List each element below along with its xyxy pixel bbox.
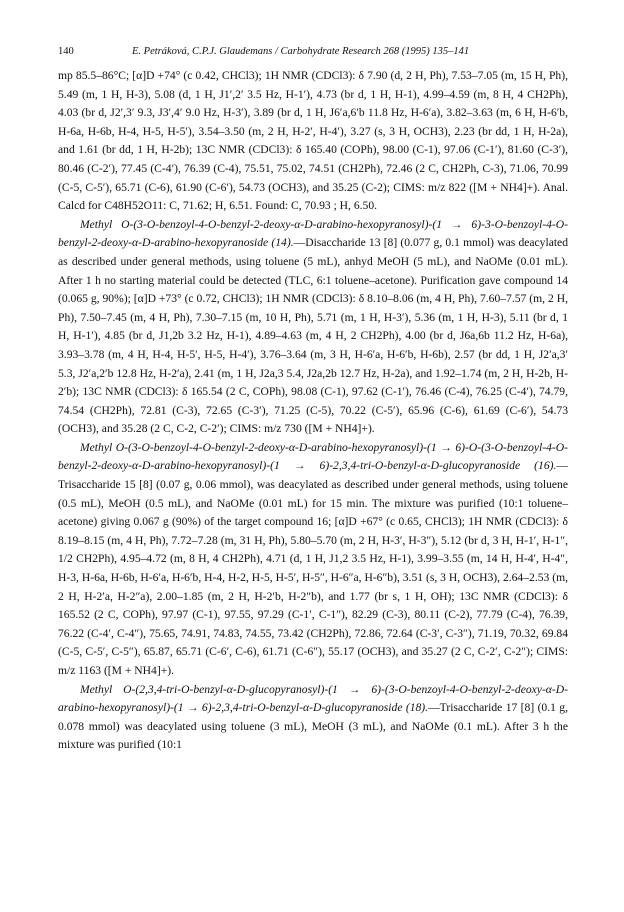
paragraph-compound-18 xyxy=(58,681,568,755)
paragraph-compound-16 xyxy=(58,439,568,681)
paragraph-compound-14 xyxy=(58,216,568,439)
compound-title: Methyl O-(3-O-benzoyl-4-O-benzyl-2-deoxy-α-D-arabino-hexopyranosyl)-(1 → 6)-3-O-benzoyl-4-O-benzyl-2-deoxy-α-D-arabino-hexopyranoside (14). xyxy=(58,217,568,250)
compound-title: Methyl O-(2,3,4-tri-O-benzyl-α-D-glucopyranosyl)-(1 → 6)-(3-O-benzoyl-4-O-benzyl-2-deoxy-α-D-arabino-hexopyranosyl)-(1 → 6)-2,3,4-tri-O-benzyl-α-D-glucopyranoside (18). xyxy=(58,682,568,715)
paragraph-body: —Trisaccharide 15 [8] (0.07 g, 0.06 mmol), was deacylated as described under general methods, using toluene (0.5 mL), MeOH (0.5 mL), and NaOMe (0.01 mL) for 15 min. The mixture was purified (10:1 toluene–acetone) giving 0.067 g (90%) of the target compound 16; [α]D +67° (c 0.65, CHCl3); 1H NMR (CDCl3): δ 8.19–8.15 (m, 4 H, Ph), 7.72–7.28 (m, 31 H, Ph), 5.80–5.70 (m, 2 H, H-3′, H-3″), 5.12 (br d, 3 H, H-1′, H-1″, 1/2 CH2Ph), 4.95–4.72 (m, 8 H, 4 CH2Ph), 4.71 (d, 1 H, J1,2 3.5 Hz, H-1), 3.99–3.55 (m, 14 H, H-4′, H-4″, H-3, H-6a, H-6b, H-6′a, H-6′b, H-4, H-2, H-5, H-5′, H-5″, H-6″a, H-6″b), 3.51 (s, 3 H, OCH3), 2.64–2.53 (m, 2 H, H-2′a, H-2″a), 2.00–1.85 (m, 2 H, H-2′b, H-2″b), and 1.77 (br s, 1 H, OH); 13C NMR (CDCl3): δ 165.52 (2 C, COPh), 97.97 (C-1), 97.55, 97.29 (C-1′, C-1″), 82.29 (C-3), 80.11 (C-2), 77.79 (C-4), 76.39, 76.22 (C-4′, C-4″), 75.65, 74.91, 74.83, 74.55, 73.42 (CH2Ph), 72.86, 72.64 (C-3′, C-3″), 71.19, 70.32, 69.84 (C-5, C-5′, C-5″), 65.87, 65.71 (C-6′, C-6), 61.71 (C-6″), 55.17 (OCH3), and 35.27 (2 C, C-2′, C-2″); CIMS: m/z 1163 ([M + NH4]+). xyxy=(58,459,568,677)
paragraph-body: mp 85.5–86°C; [α]D +74° (c 0.42, CHCl3); 1H NMR (CDCl3): δ 7.90 (d, 2 H, Ph), 7.53–7.05 (m, 15 H, Ph), 5.49 (m, 1 H, H-3), 5.08 (d, 1 H, J1′,2′ 3.5 Hz, H-1′), 4.73 (br d, 1 H, H-1), 4.99–4.59 (m, 8 H, 4 CH2Ph), 4.03 (br d, J2′,3′ 9.3, J3′,4′ 9.0 Hz, H-3′), 3.89 (br d, 1 H, J6′a,6′b 11.8 Hz, H-6′a), 3.82–3.63 (m, 6 H, H-6′b, H-6a, H-6b, H-4, H-5, H-5′), 3.54–3.50 (m, 2 H, H-2′, H-4′), 3.27 (s, 3 H, OCH3), 2.23 (br dd, 1 H, H-2a), and 1.61 (br dd, 1 H, H-2b); 13C NMR (CDCl3): δ 165.40 (COPh), 98.00 (C-1), 97.06 (C-1′), 81.60 (C-3′), 80.46 (C-2′), 77.45 (C-4′), 76.39 (C-4), 75.51, 75.02, 74.51 (CH2Ph), 72.46 (2 C, CH2Ph, C-3), 71.06, 70.99 (C-5, C-5′), 65.71 (C-6), 61.90 (C-6′), 54.73 (OCH3), and 35.25 (C-2); CIMS: m/z 822 ([M + NH4]+). Anal. Calcd for C48H52O11: C, 71.62; H, 6.51. Found: C, 70.93 ; H, 6.50. xyxy=(58,69,568,213)
running-head: E. Petráková, C.P.J. Glaudemans / Carbohydrate Research 268 (1995) 135–141 xyxy=(132,46,470,57)
page-number: 140 xyxy=(58,46,74,57)
paragraph-compound-data xyxy=(58,67,568,216)
page-header xyxy=(58,46,568,57)
paragraph-body: —Disaccharide 13 [8] (0.077 g, 0.1 mmol) was deacylated as described under general methods, using toluene (5 mL), anhyd MeOH (5 mL), and NaOMe (0.01 mL). After 1 h no starting material could be detected (TLC, 6:1 toluene–acetone). Purification gave compound 14 (0.065 g, 90%); [α]D +73° (c 0.72, CHCl3); 1H NMR (CDCl3): δ 8.10–8.06 (m, 4 H, Ph), 7.60–7.57 (m, 2 H, Ph), 7.50–7.45 (m, 4 H, Ph), 7.30–7.15 (m, 10 H, Ph), 5.71 (m, 1 H, H-3′), 5.36 (m, 1 H, H-3), 5.11 (br d, 1 H, H-1′), 4.85 (br d, J1,2b 3.2 Hz, H-1), 4.89–4.63 (m, 4 H, 2 CH2Ph), 4.00 (br d, J6a,6b 11.2 Hz, H-6a), 3.93–3.78 (m, 4 H, H-4, H-5′, H-5, H-4′), 3.76–3.64 (m, 3 H, H-6′a, H-6′b, H-6b), 2.57 (br dd, 1 H, J2′a,3′ 5.3, J2′a,2′b 12.8 Hz, H-2′a), 2.41 (m, 1 H, J2a,3 5.4, J2a,2b 12.7 Hz, H-2a), and 1.92–1.74 (m, 2 H, H-2b, H-2′b); 13C NMR (CDCl3): δ 165.54 (2 C, COPh), 98.08 (C-1), 97.62 (C-1′), 76.46 (C-4), 76.25 (C-4′), 74.79, 74.54 (CH2Ph), 72.81 (C-3), 72.65 (C-3′), 71.25 (C-5), 70.22 (C-5′), 65.96 (C-6), 61.69 (C-6′), 54.73 (OCH3), and 35.28 (2 C, C-2, C-2′); CIMS: m/z 730 ([M + NH4]+). xyxy=(58,236,569,436)
paragraph-body: —Trisaccharide 17 [8] (0.1 g, 0.078 mmol) was deacylated using toluene (3 mL), MeOH (3 mL), and NaOMe (0.1 mL). After 3 h the mixture was purified (10:1 xyxy=(58,701,568,752)
compound-title: Methyl O-(3-O-benzoyl-4-O-benzyl-2-deoxy-α-D-arabino-hexopyranosyl)-(1 → 6)-O-(3-O-benzoyl-4-O-benzyl-2-deoxy-α-D-arabino-hexopyranosyl)-(1 → 6)-2,3,4-tri-O-benzyl-α-D-glucopyranoside (16). xyxy=(58,440,568,473)
